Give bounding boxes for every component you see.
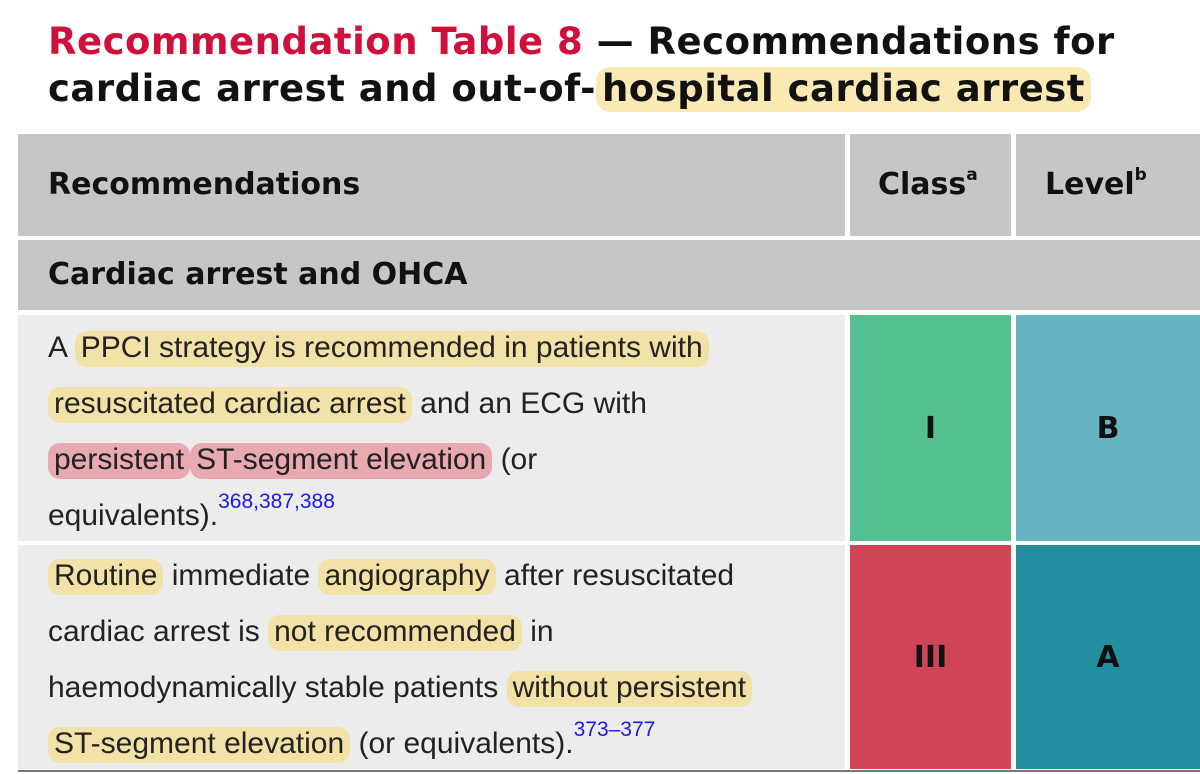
reference-link[interactable]: 373–377 [573,718,656,741]
class-badge-1: I [850,315,1011,541]
header-level-cell [1016,134,1200,236]
rec2-line4: ST-segment elevation (or equivalents).$^{373-377}$ [48,716,752,772]
recommendation-text-1 [48,320,709,544]
section-label: Cardiac arrest and OHCA [48,257,468,292]
rec1-line1: A PPCI strategy is recommended in patients with [48,320,709,376]
rec2-line1: Routine immediate angiography after resuscitated [48,548,752,604]
rec2-line2: cardiac arrest is not recommended in [48,604,752,660]
table-number: Recommendation Table 8 [48,20,584,63]
header-recommendations: Recommendations [48,167,361,202]
rec1-line2: resuscitated cardiac arrest and an ECG with [48,376,709,432]
reference-link[interactable]: 368,387,388 [218,490,335,513]
recommendation-text-2 [48,548,752,772]
rec1-line4: equivalents).$^{368,387,388}$ [48,490,335,532]
section-row [18,240,1200,310]
level-badge-2: A [1016,545,1200,769]
class-badge-2: III [850,545,1011,769]
title-dash: — [583,20,648,63]
title-highlight: hospital cardiac arrest [596,67,1091,112]
table-title [48,18,1158,112]
table-bottom-rule [18,770,1200,772]
header-level: Level$^b$ [1045,165,1147,202]
level-badge-1: B [1016,315,1200,541]
header-level-footnote: b [1134,165,1147,185]
header-class-cell [850,134,1011,236]
rec1-line3: persistent ST-segment elevation (or [48,432,709,488]
rec2-line3: haemodynamically stable patients without persistent [48,660,752,716]
header-recommendations-cell [18,134,845,236]
header-class-footnote: a [966,165,978,185]
header-class: Class$^a$ [878,165,978,202]
title-text: Recommendations for cardiac arrest and out-of- [48,20,1115,110]
